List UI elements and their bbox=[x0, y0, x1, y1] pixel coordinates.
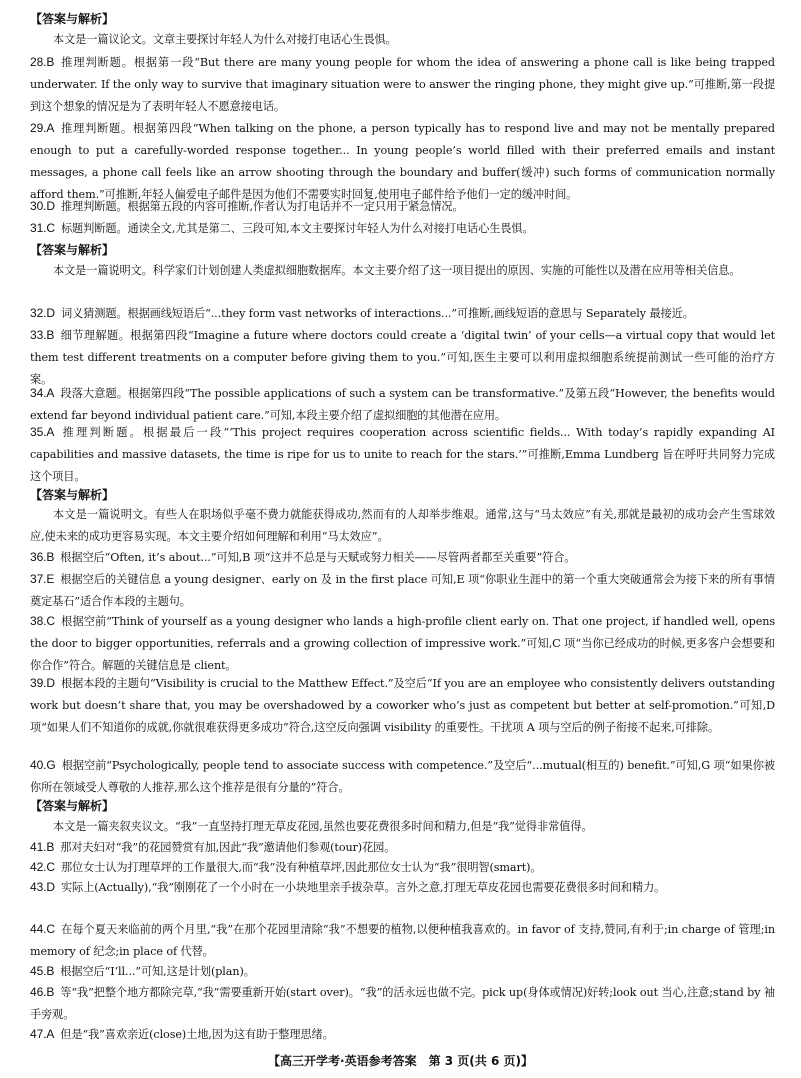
question-number: 35. bbox=[30, 425, 47, 439]
answer-letter: B bbox=[46, 55, 55, 69]
question-number: 34. bbox=[30, 386, 47, 400]
answer-item-37 bbox=[30, 568, 775, 613]
answer-letter: D bbox=[46, 676, 55, 690]
explanation: 实际上(Actually),“我”刚刚花了一个小时在一小块地里亲手拔杂草。言外之意,打理无草皮花园也需要花费很多时间和精力。 bbox=[60, 881, 666, 894]
explanation: 段落大意题。根据第四段“The possible applications of such a system can be transformative.”及第五段“However, the benefits would extend far beyond individual patient care.”可知,本段主要介绍了虚拟细胞的其他潜在应用。 bbox=[30, 387, 775, 422]
explanation: 那对夫妇对“我”的花园赞赏有加,因此“我”邀请他们参观(tour)花园。 bbox=[60, 841, 396, 854]
explanation: 推理判断题。根据第一段“But there are many young people for whom the idea of answering a phone call is like being trapped underwater. If the only way to survive that imaginary situation were to answer the ringing phone, they might give up.”可推断,第一段提到这个想象的情况是为了表明年轻人不愿意接电话。 bbox=[30, 56, 775, 113]
answer-item-31 bbox=[30, 217, 775, 240]
explanation: 根据空后“Often, it’s about...”可知,B 项“这并不总是与天赋或努力相关——尽管两者都至关重要”符合。 bbox=[60, 551, 576, 564]
question-number: 28. bbox=[30, 55, 47, 69]
answer-letter: C bbox=[46, 614, 55, 628]
explanation: 细节理解题。根据第四段“Imagine a future where doctors could create a ‘digital twin’ of your cells—a virtual copy that would let them test different treatments on a computer before giving them to you.”可知,医生主要可以利用虚拟细胞系统提前测试一些可能的治疗方案。 bbox=[30, 329, 775, 386]
page-footer: 【高三开学考·英语参考答案 第 3 页(共 6 页)】 bbox=[268, 1054, 533, 1068]
answer-item-38 bbox=[30, 610, 775, 677]
explanation: 推理判断题。根据第四段“When talking on the phone, a person typically has to respond live and may not be mentally prepared enough to put a carefully-worded response together... In young people’s world filled with their preferred emails and instant messages, a phone call feels like an arrow shooting through the boundary and buffer(缓冲) such forms of communication normally afford them.”可推断,年轻人偏爱电子邮件是因为他们不需要实时回复,使用电子邮件给予他们一定的缓冲时间。 bbox=[30, 122, 775, 201]
explanation: 根据空后“I’ll...”可知,这是计划(plan)。 bbox=[60, 965, 255, 978]
explanation: 但是“我”喜欢亲近(close)土地,因为这有助于整理思绪。 bbox=[60, 1028, 334, 1041]
answer-letter: B bbox=[46, 840, 55, 854]
answer-item-40 bbox=[30, 754, 775, 799]
explanation: 在每个夏天来临前的两个月里,“我”在那个花园里清除“我”不想要的植物,以便种植我喜欢的。in favor of 支持,赞同,有利于;in charge of 管理;in memory of 纪念;in place of 代替。 bbox=[30, 923, 775, 958]
answer-item-45 bbox=[30, 960, 775, 983]
question-number: 38. bbox=[30, 614, 47, 628]
answer-letter: B bbox=[46, 985, 55, 999]
answer-item-39 bbox=[30, 672, 775, 739]
section-heading: 【答案与解析】 bbox=[30, 799, 115, 813]
answer-item-33 bbox=[30, 324, 775, 391]
passage-intro: 本文是一篇夹叙夹议文。“我”一直坚持打理无草皮花园,虽然也要花费很多时间和精力,但是“我”觉得非常值得。 bbox=[53, 820, 593, 833]
explanation: 标题判断题。通读全文,尤其是第二、三段可知,本文主要探讨年轻人为什么对接打电话心生畏惧。 bbox=[60, 222, 534, 235]
answer-item-36 bbox=[30, 546, 775, 569]
question-number: 32. bbox=[30, 306, 47, 320]
answer-item-32 bbox=[30, 302, 775, 325]
answer-letter: A bbox=[46, 121, 55, 135]
passage-intro: 本文是一篇议论文。文章主要探讨年轻人为什么对接打电话心生畏惧。 bbox=[53, 33, 397, 46]
answer-item-43 bbox=[30, 876, 775, 899]
answer-letter: C bbox=[46, 221, 55, 235]
answer-letter: G bbox=[46, 758, 56, 772]
answer-item-44 bbox=[30, 918, 775, 963]
answer-letter: E bbox=[46, 572, 55, 586]
passage-intro: 本文是一篇说明文。科学家们计划创建人类虚拟细胞数据库。本文主要介绍了这一项目提出的原因、实施的可能性以及潜在应用等相关信息。 bbox=[53, 264, 741, 277]
question-number: 39. bbox=[30, 676, 47, 690]
answer-letter: D bbox=[46, 880, 55, 894]
answer-item-47 bbox=[30, 1023, 775, 1046]
answer-item-28 bbox=[30, 51, 775, 118]
answer-letter: B bbox=[46, 328, 55, 342]
question-number: 41. bbox=[30, 840, 47, 854]
section-heading: 【答案与解析】 bbox=[30, 12, 115, 26]
question-number: 43. bbox=[30, 880, 47, 894]
explanation: 词义猜测题。根据画线短语后“...they form vast networks of interactions...”可推断,画线短语的意思与 Separately 最接近。 bbox=[60, 307, 694, 320]
section-heading: 【答案与解析】 bbox=[30, 243, 115, 257]
explanation: 根据空前“Psychologically, people tend to associate success with competence.”及空后“...mutual(相互的) benefit.”可知,G 项“如果你被你所在领域受人尊敬的人推荐,那么这个推荐是很有分量的”符合。 bbox=[30, 759, 775, 794]
passage-intro: 本文是一篇说明文。有些人在职场似乎毫不费力就能获得成功,然而有的人却举步维艰。通常,这与“马太效应”有关,那就是最初的成功会产生雪球效应,使未来的成功更容易实现。本文主要介绍如何理解和利用“马太效应”。 bbox=[30, 508, 775, 543]
answer-letter: B bbox=[46, 964, 55, 978]
question-number: 31. bbox=[30, 221, 47, 235]
answer-item-29 bbox=[30, 117, 775, 206]
question-number: 47. bbox=[30, 1027, 47, 1041]
answer-item-30 bbox=[30, 195, 775, 218]
explanation: 那位女士认为打理草坪的工作量很大,而“我”没有种植草坪,因此那位女士认为“我”很明智(smart)。 bbox=[60, 861, 542, 874]
answer-letter: A bbox=[46, 425, 55, 439]
question-number: 40. bbox=[30, 758, 47, 772]
question-number: 44. bbox=[30, 922, 47, 936]
question-number: 30. bbox=[30, 199, 47, 213]
question-number: 33. bbox=[30, 328, 47, 342]
explanation: 推理判断题。根据第五段的内容可推断,作者认为打电话并不一定只用于紧急情况。 bbox=[60, 200, 464, 213]
explanation: 根据空后的关键信息 a young designer、early on 及 in the first place 可知,E 项“你职业生涯中的第一个重大突破通常会为接下来的所有事情奠定基石”适合作本段的主题句。 bbox=[30, 573, 775, 608]
question-number: 45. bbox=[30, 964, 47, 978]
answer-item-46 bbox=[30, 981, 775, 1026]
section-heading: 【答案与解析】 bbox=[30, 488, 115, 502]
explanation: 等“我”把整个地方都除完草,“我”需要重新开始(start over)。“我”的活永远也做不完。pick up(身体或情况)好转;look out 当心,注意;stand by 袖手旁观。 bbox=[30, 986, 775, 1021]
question-number: 36. bbox=[30, 550, 47, 564]
answer-item-35 bbox=[30, 421, 775, 488]
explanation: 根据本段的主题句“Visibility is crucial to the Matthew Effect.”及空后“If you are an employee who consistently delivers outstanding work but doesn’t share that, you may be overshadowed by a coworker who’s just as competent but better at self-promotion.”可知,D 项“如果人们不知道你的成就,你就很难获得更多成功”符合,这空反向强调 visibility 的重要性。干扰项 A 项与空后的例子衔接不起来,可排除。 bbox=[30, 677, 775, 734]
answer-letter: D bbox=[46, 199, 55, 213]
answer-letter: C bbox=[46, 922, 55, 936]
answer-letter: A bbox=[46, 386, 55, 400]
answer-letter: B bbox=[46, 550, 55, 564]
answer-letter: C bbox=[46, 860, 55, 874]
question-number: 29. bbox=[30, 121, 47, 135]
answer-letter: A bbox=[46, 1027, 55, 1041]
answer-letter: D bbox=[46, 306, 55, 320]
explanation: 推理判断题。根据最后一段“‘This project requires cooperation across scientific fields... With today’s rapidly expanding AI capabilities and massive datasets, the time is ripe for us to unite to reach for the stars.’”可推断,Emma Lundberg 旨在呼吁共同努力完成这个项目。 bbox=[30, 426, 775, 483]
question-number: 42. bbox=[30, 860, 47, 874]
question-number: 37. bbox=[30, 572, 47, 586]
question-number: 46. bbox=[30, 985, 47, 999]
explanation: 根据空前“Think of yourself as a young designer who lands a high-profile client early on. That one project, if handled well, opens the door to bigger opportunities, referrals and a growing collection of impressive work.”可知,C 项“当你已经成功的时候,更多客户会想要和你合作”符合。解题的关键信息是 client。 bbox=[30, 615, 775, 672]
